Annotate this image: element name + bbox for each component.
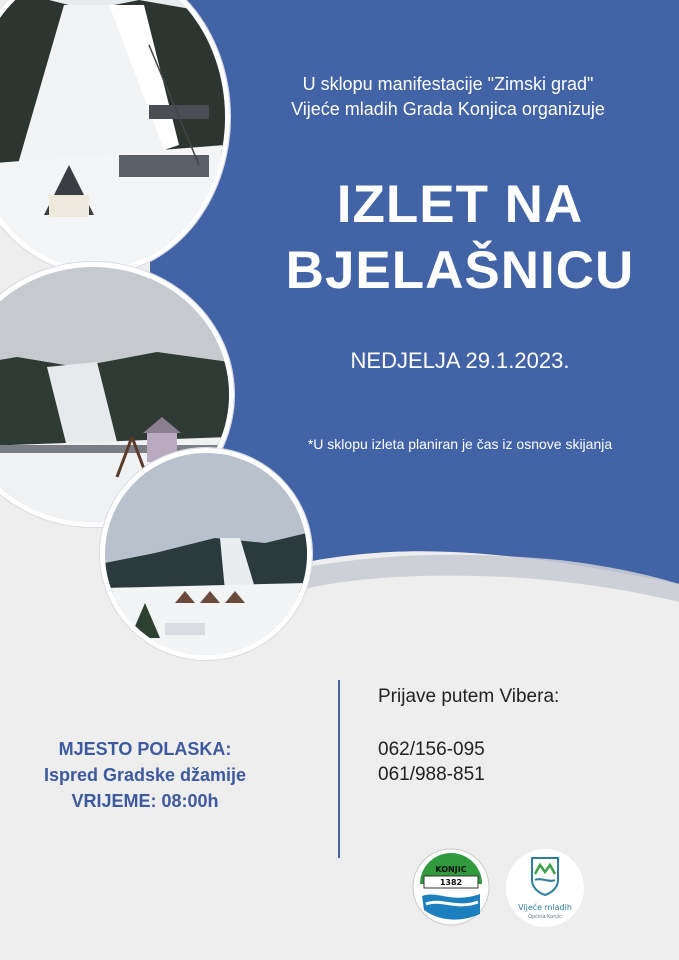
departure-time: VRIJEME: 08:00h — [71, 791, 219, 811]
konjic-logo-name: KONJIC — [435, 865, 467, 874]
konjic-logo — [412, 848, 490, 926]
vijece-logo-name: Vijeće mladih — [518, 903, 572, 912]
event-title — [250, 172, 670, 304]
event-date: NEDJELJA 29.1.2023. — [350, 348, 570, 373]
departure-place-label: MJESTO POLASKA: — [58, 739, 232, 759]
vijece-mladih-logo — [505, 848, 585, 928]
departure-info — [10, 736, 280, 814]
title-line-2: BJELAŠNICU — [285, 241, 635, 300]
konjic-logo-year: 1382 — [439, 878, 463, 887]
departure-place: Ispred Gradske džamije — [43, 765, 247, 785]
intro-line-2: Vijeće mladih Grada Konjica organizuje — [291, 99, 605, 119]
vertical-divider — [338, 680, 340, 858]
skiing-note: *U sklopu izleta planiran je čas iz osnove skijanja — [307, 436, 613, 452]
phone-number-1: 062/156-095 — [378, 739, 485, 760]
phone-list — [378, 737, 485, 787]
phone-number-2: 061/988-851 — [378, 764, 485, 785]
title-line-1: IZLET NA — [336, 175, 584, 234]
registration-label: Prijave putem Vibera: — [378, 686, 560, 707]
intro-line-1: U sklopu manifestacije "Zimski grad" — [302, 74, 594, 94]
intro-text — [228, 72, 668, 122]
resort-photo — [100, 448, 312, 660]
vijece-logo-subtitle: Općina Konjic — [528, 914, 562, 920]
